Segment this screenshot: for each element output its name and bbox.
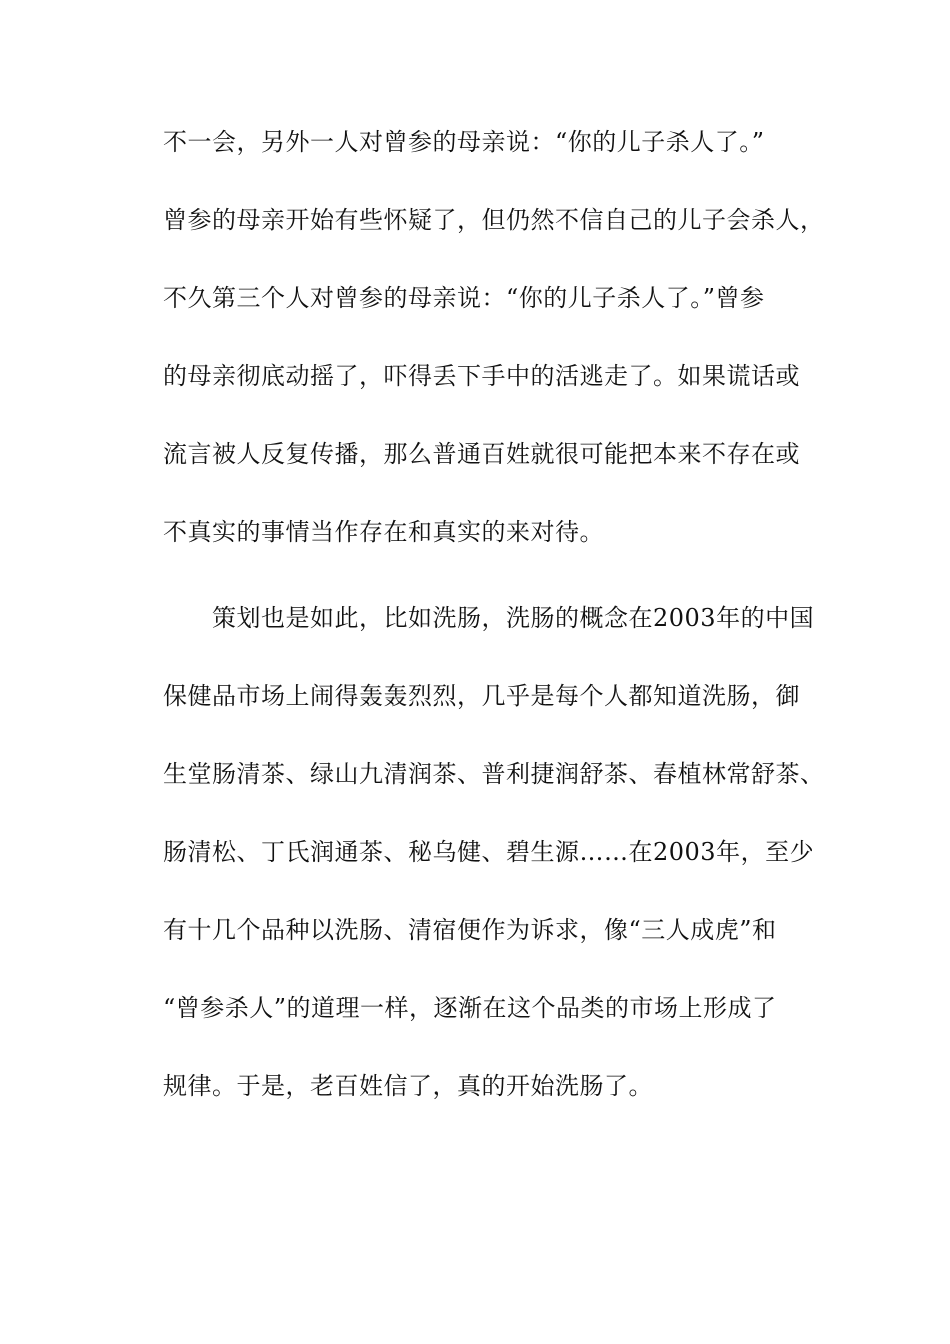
text-line: 有十几个品种以洗肠、清宿便作为诉求，像“三人成虎”和 [163,916,777,944]
text-line: 流言被人反复传播，那么普通百姓就很可能把本来不存在或 [163,440,800,468]
text-line: 肠清松、丁氏润通茶、秘乌健、碧生源……在2003年，至少 [163,838,815,866]
text-line: 曾参的母亲开始有些怀疑了，但仍然不信自己的儿子会杀人， [163,206,825,234]
text-line: 生堂肠清茶、绿山九清润茶、普利捷润舒茶、春植林常舒茶、 [163,760,825,788]
text-line: 策划也是如此，比如洗肠，洗肠的概念在2003年的中国 [163,604,815,632]
text-line: “曾参杀人”的道理一样，逐渐在这个品类的市场上形成了 [163,994,777,1022]
text-line: 规律。于是，老百姓信了，真的开始洗肠了。 [163,1072,653,1100]
text-line: 不一会，另外一人对曾参的母亲说：“你的儿子杀人了。” [163,128,765,156]
text-line: 保健品市场上闹得轰轰烈烈，几乎是每个人都知道洗肠，御 [163,682,800,710]
text-line: 不久第三个人对曾参的母亲说：“你的儿子杀人了。”曾参 [163,284,765,312]
text-line: 不真实的事情当作存在和真实的来对待。 [163,518,604,546]
text-line: 的母亲彻底动摇了，吓得丢下手中的活逃走了。如果谎话或 [163,362,800,390]
